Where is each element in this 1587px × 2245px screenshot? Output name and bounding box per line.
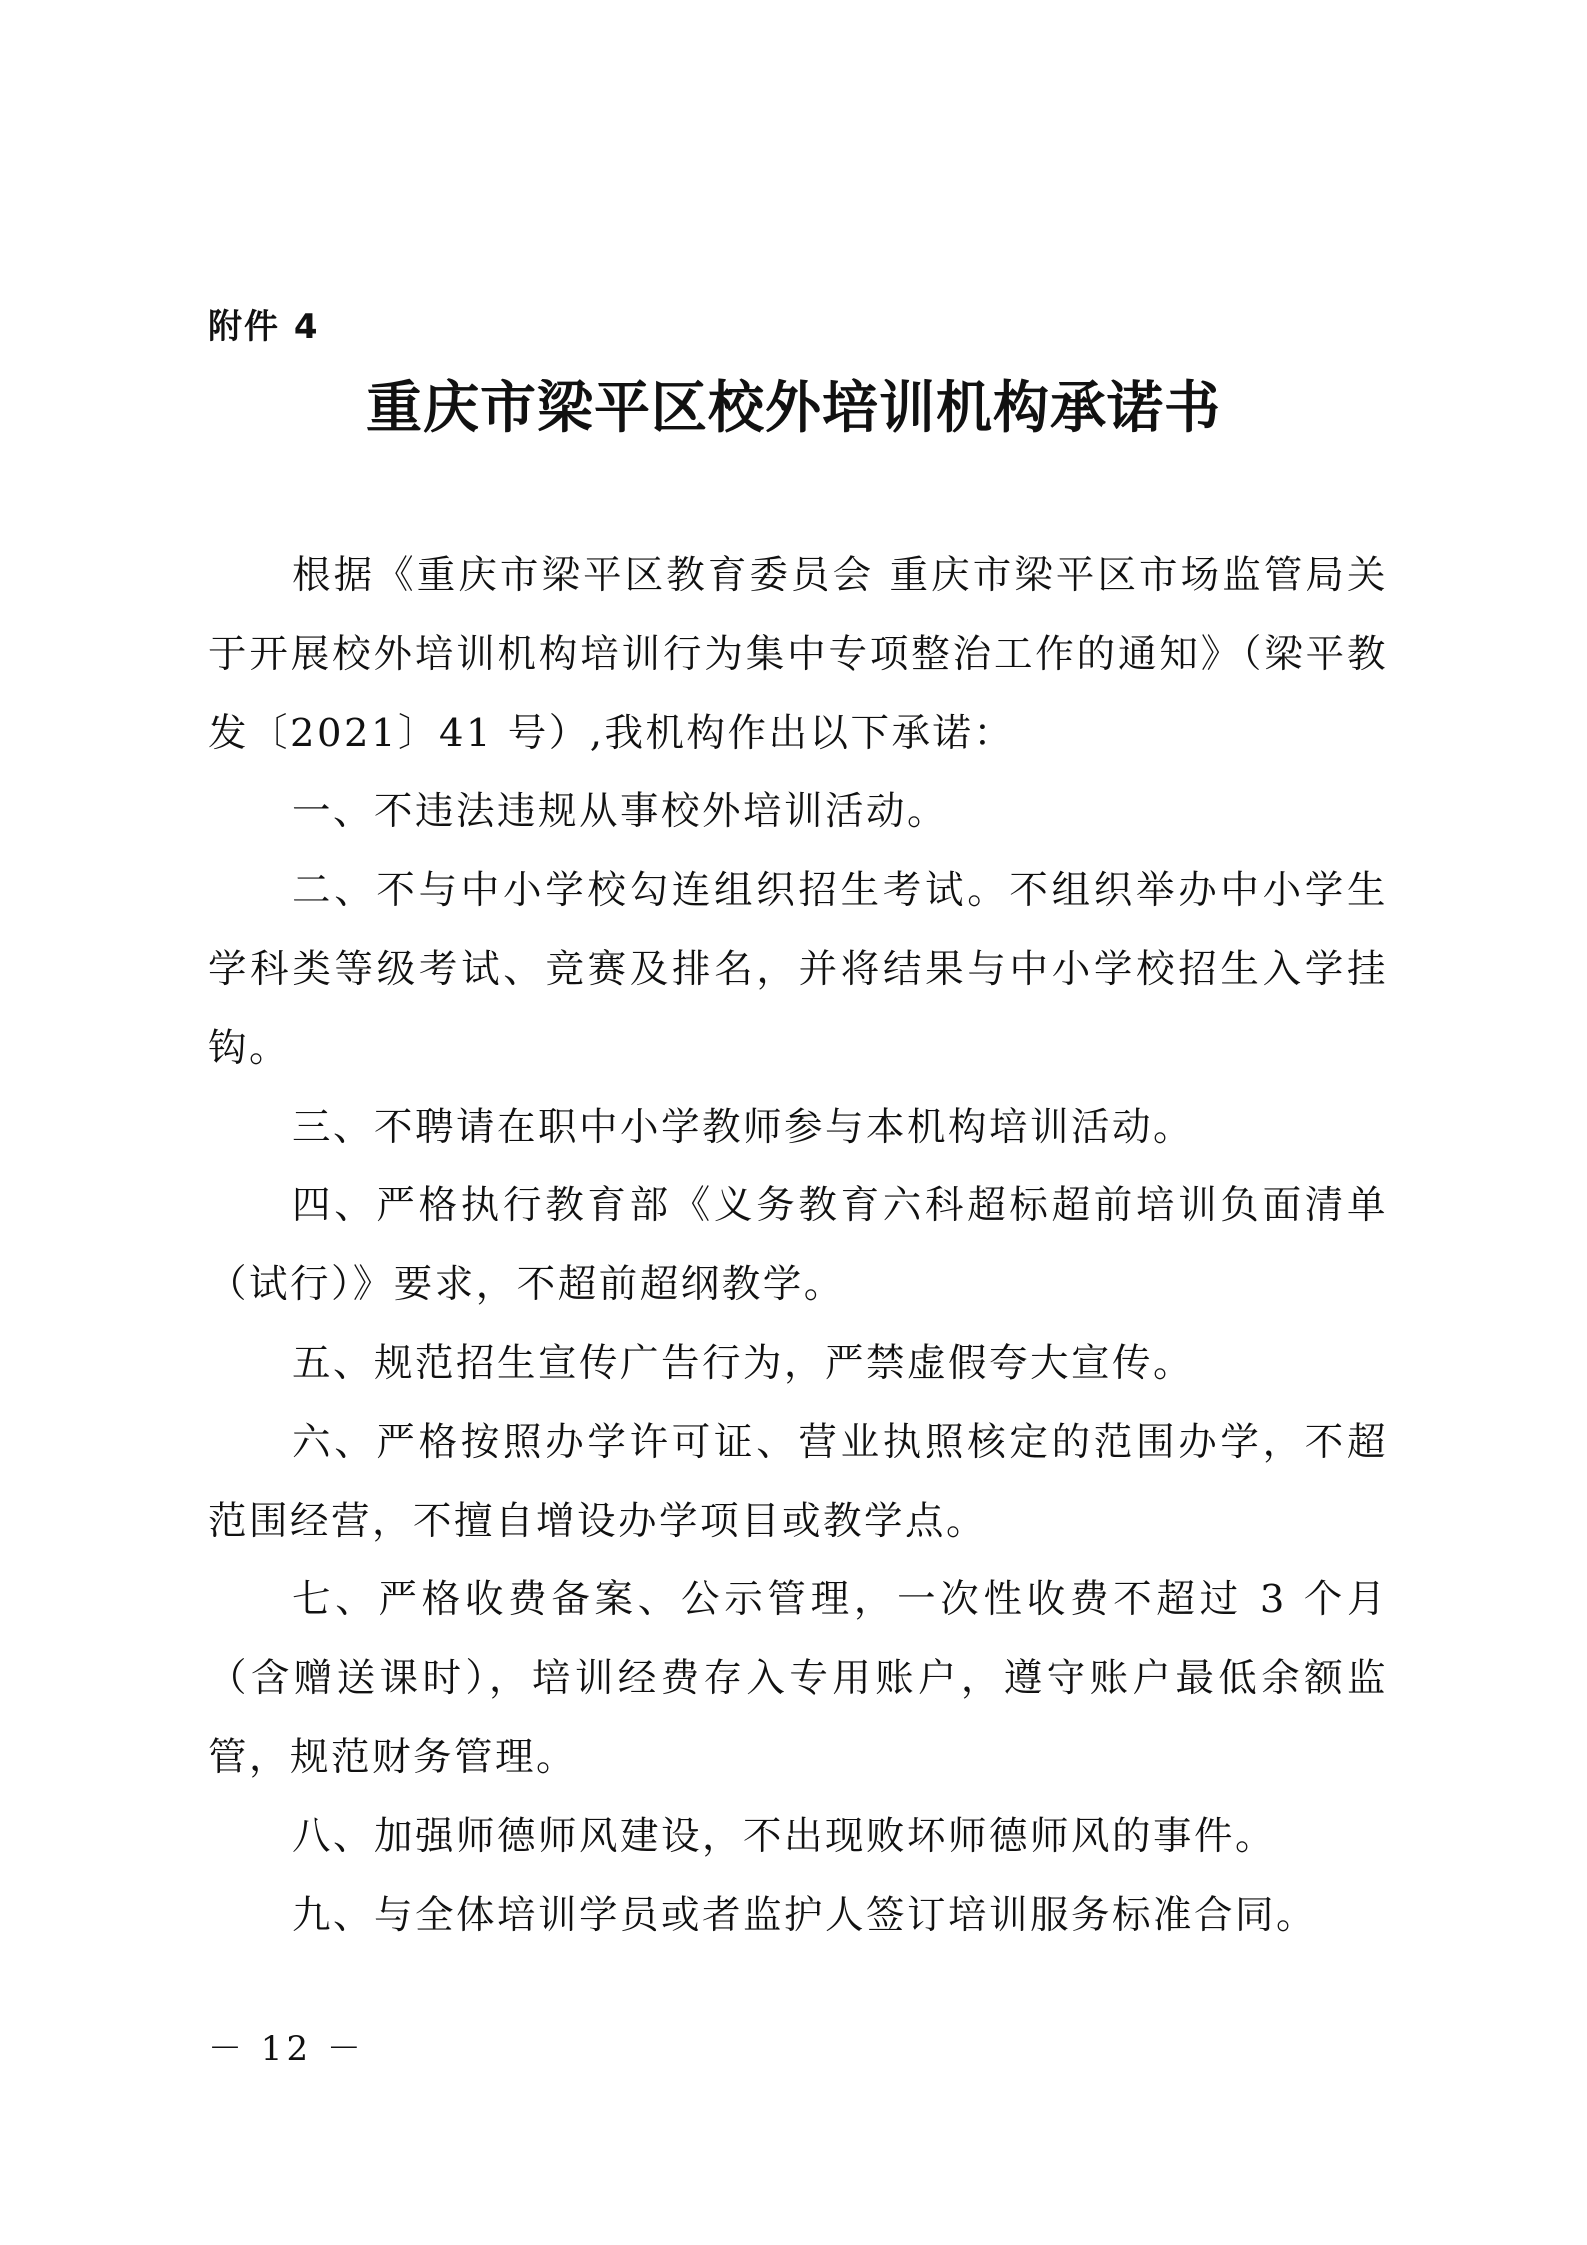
document-body: [208, 537, 1388, 1955]
paragraph-intro: 根据《重庆市梁平区教育委员会 重庆市梁平区市场监管局关于开展校外培训机构培训行为集中专项整治工作的通知》（梁平教发〔2021〕41 号）,我机构作出以下承诺：: [208, 553, 1388, 756]
paragraph-item-8: 八、加强师德师风建设，不出现败坏师德师风的事件。: [292, 1813, 1277, 1859]
paragraph-item-6: 六、严格按照办学许可证、营业执照核定的范围办学，不超范围经营，不擅自增设办学项目或教学点。: [208, 1419, 1388, 1544]
paragraph-item-2: 二、不与中小学校勾连组织招生考试。不组织举办中小学生学科类等级考试、竞赛及排名，并将结果与中小学校招生入学挂钩。: [208, 868, 1388, 1071]
paragraph-item-9: 九、与全体培训学员或者监护人签订培训服务标准合同。: [292, 1892, 1318, 1938]
paragraph-item-1: 一、不违法违规从事校外培训活动。: [292, 789, 949, 835]
paragraph-item-3: 三、不聘请在职中小学教师参与本机构培训活动。: [292, 1104, 1195, 1150]
attachment-label: 附件 4: [208, 307, 320, 347]
page-number: － 12 －: [208, 2029, 365, 2069]
document-title: 重庆市梁平区校外培训机构承诺书: [366, 375, 1221, 441]
paragraph-item-5: 五、规范招生宣传广告行为，严禁虚假夸大宣传。: [292, 1340, 1195, 1386]
paragraph-item-4: 四、严格执行教育部《义务教育六科超标超前培训负面清单（试行）》要求，不超前超纲教学。: [208, 1183, 1388, 1308]
paragraph-item-7: 七、严格收费备案、公示管理，一次性收费不超过 3 个月（含赠送课时），培训经费存入专用账户，遵守账户最低余额监管，规范财务管理。: [208, 1577, 1388, 1780]
